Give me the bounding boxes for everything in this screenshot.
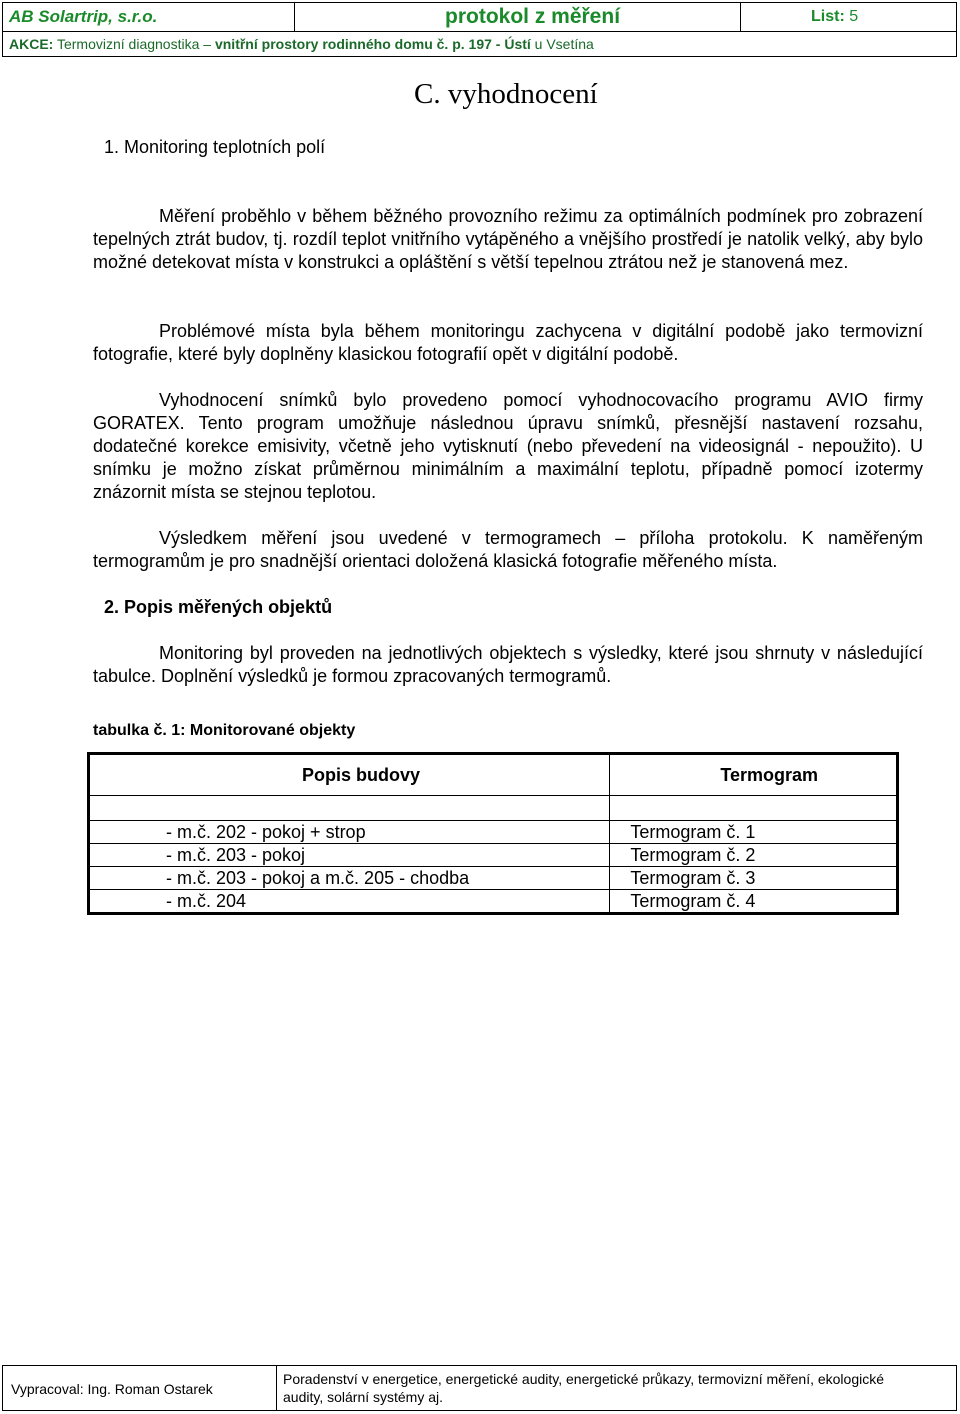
footer-services-line-2: audity, solární systémy aj. — [283, 1389, 444, 1405]
page-footer — [2, 1365, 957, 1411]
room-cell: - m.č. 203 - pokoj a m.č. 205 - chodba — [89, 867, 610, 890]
table-spacer-cell — [610, 796, 898, 821]
table-spacer-cell — [89, 796, 610, 821]
footer-services — [277, 1366, 956, 1410]
table-caption: tabulka č. 1: Monitorované objekty — [93, 722, 356, 739]
monitored-objects-table — [87, 752, 899, 915]
room-cell: - m.č. 202 - pokoj + strop — [89, 821, 610, 844]
action-label: AKCE: — [9, 36, 54, 52]
footer-services-line-1: Poradenství v energetice, energetické audity, energetické průkazy, termovizní měření, ekologické — [283, 1371, 885, 1387]
thermogram-cell: Termogram č. 1 — [610, 821, 898, 844]
sheet-number: 5 — [849, 8, 859, 25]
paragraph-measurement-conditions: Měření proběhlo v během běžného provozního režimu za optimálních podmínek pro zobrazení tepelných ztrát budov, tj. rozdíl teplot vnitřního vytápěného a vnějšího prostředí je natolik velký, aby bylo možné detekovat místa v konstrukci a opláštění s větší tepelnou ztrátou než je stanovená mez. — [93, 206, 923, 272]
header-top-row — [3, 3, 956, 32]
sheet-label: List: — [811, 8, 845, 25]
document-title: protokol z měření — [295, 3, 741, 31]
section-title: C. vyhodnocení — [414, 78, 598, 110]
thermogram-cell: Termogram č. 3 — [610, 867, 898, 890]
thermogram-cell: Termogram č. 4 — [610, 890, 898, 914]
thermogram-cell: Termogram č. 2 — [610, 844, 898, 867]
action-text-a: Termovizní diagnostika — [56, 36, 200, 52]
table-row — [89, 890, 898, 914]
paragraph-problem-areas: Problémové místa byla během monitoringu zachycena v digitální podobě jako termovizní fotografie, které byly doplněny klasickou fotografií opět v digitální podobě. — [93, 321, 923, 364]
action-dash: – — [199, 36, 215, 52]
heading-measured-objects: 2. Popis měřených objektů — [104, 597, 333, 617]
room-cell: - m.č. 203 - pokoj — [89, 844, 610, 867]
room-cell: - m.č. 204 — [89, 890, 610, 914]
page-header — [2, 2, 957, 57]
header-action-row — [3, 32, 956, 56]
table-header-row — [89, 754, 898, 796]
sheet-indicator — [741, 3, 956, 31]
column-header-thermogram: Termogram — [610, 754, 898, 796]
heading-monitoring: 1. Monitoring teplotních polí — [104, 137, 326, 157]
paragraph-results: Výsledkem měření jsou uvedené v termogramech – příloha protokolu. K naměřeným termogramům je pro snadnější orientaci doložená klasická fotografie měřeného místa. — [93, 528, 923, 571]
paragraph-objects-summary: Monitoring byl proveden na jednotlivých objektech s výsledky, které jsou shrnuty v následující tabulce. Doplnění výsledků je formou zpracovaných termogramů. — [93, 643, 923, 686]
paragraph-evaluation-software: Vyhodnocení snímků bylo provedeno pomocí vyhodnocovacího programu AVIO firmy GORATEX. Tento program umožňuje následnou úpravu snímků, přesnější nastavení rozsahu, dodatečné korekce emisivity, včetně jeho vytisknutí (nebo převedení na videosignál - nepoužito). U snímku je možno získat průměrnou minimálním a maximální teplotu, případně pomocí izotermy znázornit místa se stejnou teplotou. — [93, 390, 923, 502]
table-row — [89, 867, 898, 890]
table-spacer-row — [89, 796, 898, 821]
action-text-b: vnitřní prostory rodinného domu č. p. 197 - Ústí — [214, 36, 531, 52]
table-row — [89, 844, 898, 867]
table-row — [89, 821, 898, 844]
action-text-c: u Vsetína — [530, 36, 594, 52]
company-name: AB Solartrip, s.r.o. — [3, 3, 295, 31]
footer-author: Vypracoval: Ing. Roman Ostarek — [3, 1366, 277, 1410]
column-header-building: Popis budovy — [89, 754, 610, 796]
